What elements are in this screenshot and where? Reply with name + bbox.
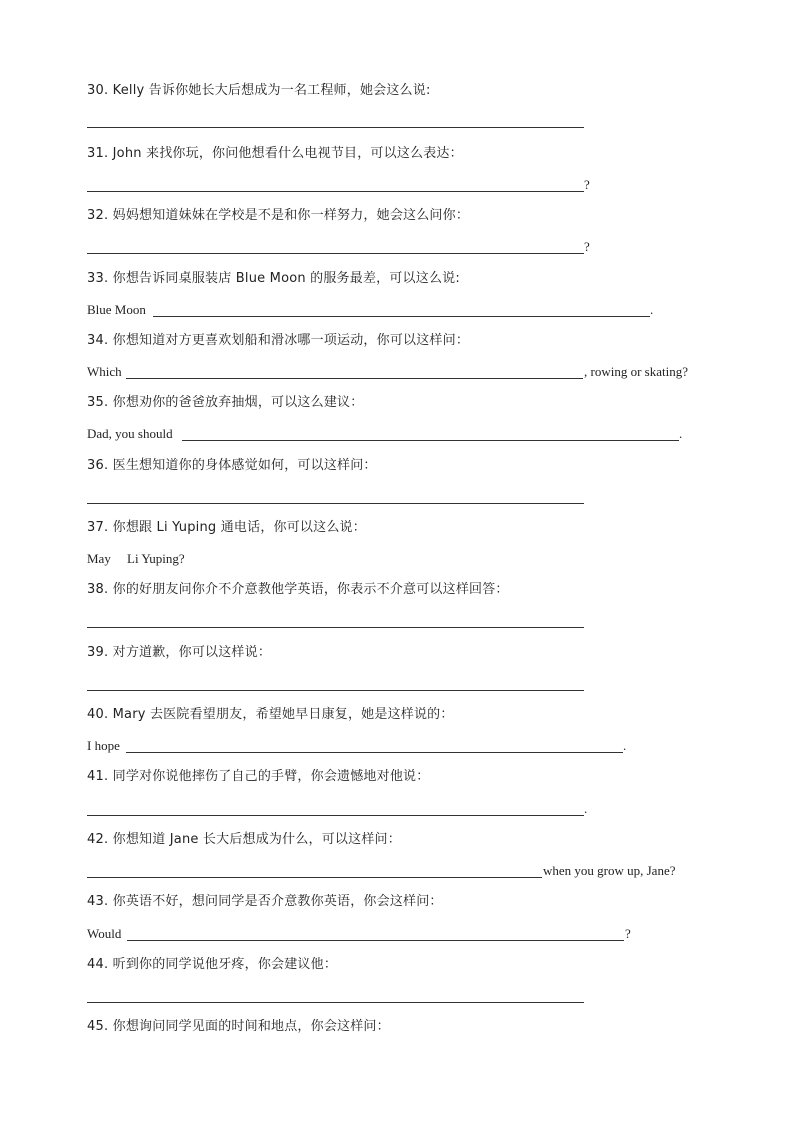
question-number: 33. bbox=[87, 271, 109, 286]
question-41 bbox=[87, 769, 429, 785]
answer-suffix: . bbox=[623, 738, 627, 753]
question-30 bbox=[87, 83, 431, 99]
question-prompt: 你想告诉同桌服装店 Blue Moon 的服务最差，可以这么说: bbox=[112, 271, 460, 286]
answer-prefix: Blue Moon bbox=[87, 302, 146, 317]
question-43 bbox=[87, 894, 443, 910]
answer-blank-40[interactable] bbox=[126, 752, 623, 753]
question-number: 38. bbox=[87, 582, 109, 597]
answer-blank-42[interactable] bbox=[87, 877, 542, 878]
question-38 bbox=[87, 582, 509, 598]
answer-suffix: . bbox=[679, 426, 683, 441]
question-36 bbox=[87, 458, 377, 474]
answer-prefix: May bbox=[87, 551, 111, 566]
question-number: 36. bbox=[87, 458, 109, 473]
question-number: 37. bbox=[87, 520, 109, 535]
answer-blank-32[interactable] bbox=[87, 253, 584, 254]
answer-prefix: I hope bbox=[87, 738, 120, 753]
answer-prefix: Which bbox=[87, 364, 122, 379]
question-37 bbox=[87, 520, 366, 536]
answer-blank-41[interactable] bbox=[87, 815, 584, 816]
answer-suffix: when you grow up, Jane? bbox=[543, 863, 676, 878]
question-33 bbox=[87, 271, 460, 287]
answer-suffix: . bbox=[650, 302, 654, 317]
answer-blank-31[interactable] bbox=[87, 191, 584, 192]
question-prompt: 医生想知道你的身体感觉如何，可以这样问： bbox=[112, 458, 377, 473]
question-prompt: 对方道歉，你可以这样说： bbox=[112, 645, 272, 660]
answer-suffix: ? bbox=[584, 177, 590, 192]
answer-prefix: Would bbox=[87, 926, 122, 941]
question-number: 43. bbox=[87, 894, 109, 909]
answer-suffix: ? bbox=[625, 926, 631, 941]
question-prompt: 听到你的同学说他牙疼，你会建议他： bbox=[112, 957, 338, 972]
question-prompt: 你想跟 Li Yuping 通电话，你可以这么说： bbox=[112, 520, 366, 535]
question-prompt: 你想知道对方更喜欢划船和滑冰哪一项运动，你可以这样问： bbox=[112, 333, 470, 348]
answer-suffix: , rowing or skating? bbox=[584, 364, 688, 379]
question-34 bbox=[87, 333, 469, 349]
answer-suffix: ? bbox=[584, 239, 590, 254]
question-number: 31. bbox=[87, 146, 109, 161]
answer-blank-30[interactable] bbox=[87, 127, 584, 128]
answer-blank-33[interactable] bbox=[153, 316, 650, 317]
question-prompt: 同学对你说他摔伤了自己的手臂，你会遗憾地对他说： bbox=[112, 769, 430, 784]
question-prompt: Mary 去医院看望朋友，希望她早日康复，她是这样说的： bbox=[112, 707, 454, 722]
question-number: 44. bbox=[87, 957, 109, 972]
answer-blank-39[interactable] bbox=[87, 690, 584, 691]
answer-blank-38[interactable] bbox=[87, 627, 584, 628]
question-42 bbox=[87, 832, 401, 848]
question-number: 30. bbox=[87, 83, 109, 98]
question-number: 35. bbox=[87, 395, 109, 410]
question-35 bbox=[87, 395, 363, 411]
question-45 bbox=[87, 1019, 390, 1035]
question-40 bbox=[87, 707, 454, 723]
question-number: 41. bbox=[87, 769, 109, 784]
answer-blank-34[interactable] bbox=[126, 378, 583, 379]
question-prompt: 你想知道 Jane 长大后想成为什么，可以这样问： bbox=[112, 832, 401, 847]
question-prompt: Kelly 告诉你她长大后想成为一名工程师，她会这么说: bbox=[112, 83, 431, 98]
question-prompt: 你想询问同学见面的时间和地点，你会这样问： bbox=[112, 1019, 390, 1034]
answer-blank-43[interactable] bbox=[127, 940, 624, 941]
question-prompt: 妈妈想知道妹妹在学校是不是和你一样努力，她会这么问你： bbox=[112, 208, 470, 223]
question-number: 40. bbox=[87, 707, 109, 722]
question-31 bbox=[87, 146, 463, 162]
question-39 bbox=[87, 645, 271, 661]
answer-blank-44[interactable] bbox=[87, 1002, 584, 1003]
question-prompt: 你想劝你的爸爸放弃抽烟，可以这么建议： bbox=[112, 395, 364, 410]
question-number: 42. bbox=[87, 832, 109, 847]
question-prompt: 你英语不好，想问同学是否介意教你英语，你会这样问： bbox=[112, 894, 443, 909]
question-prompt: 你的好朋友问你介不介意教他学英语，你表示不介意可以这样回答： bbox=[112, 582, 509, 597]
question-44 bbox=[87, 957, 337, 973]
answer-suffix: . bbox=[584, 801, 588, 816]
answer-prefix: Dad, you should bbox=[87, 426, 173, 441]
answer-suffix: Li Yuping? bbox=[127, 551, 185, 566]
question-prompt: John 来找你玩，你问他想看什么电视节目，可以这么表达： bbox=[112, 146, 463, 161]
question-number: 32. bbox=[87, 208, 109, 223]
question-number: 34. bbox=[87, 333, 109, 348]
answer-blank-36[interactable] bbox=[87, 503, 584, 504]
answer-blank-35[interactable] bbox=[182, 440, 679, 441]
question-32 bbox=[87, 208, 469, 224]
question-number: 45. bbox=[87, 1019, 109, 1034]
question-number: 39. bbox=[87, 645, 109, 660]
